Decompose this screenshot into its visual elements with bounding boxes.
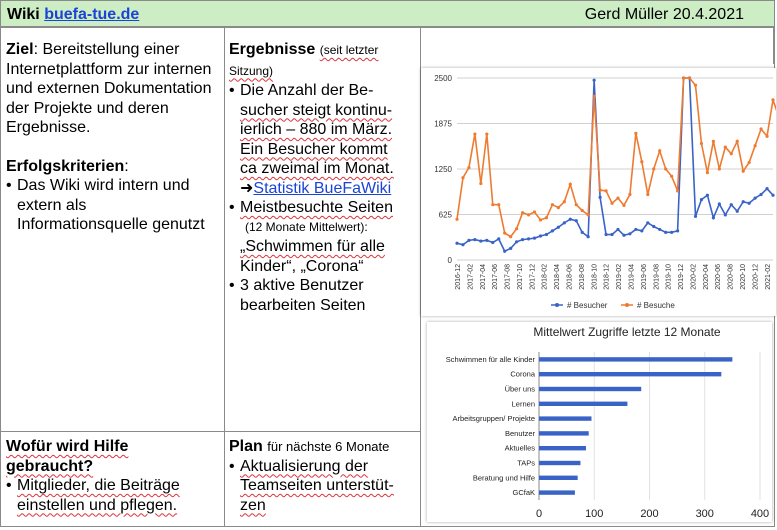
data-point <box>503 250 506 253</box>
category-label: Lernen <box>511 399 535 409</box>
bar <box>539 446 586 450</box>
y-tick-label: 1875 <box>434 119 452 129</box>
data-point <box>765 135 768 138</box>
plan-item-line-1: • Aktualisierung der <box>240 457 369 475</box>
header-bar <box>0 0 775 27</box>
hilfe-item <box>6 476 220 515</box>
visitors-line-chart-svg <box>421 68 776 316</box>
stat-link-line <box>240 179 419 199</box>
pages-bar-chart-svg <box>427 322 772 522</box>
data-point <box>539 234 542 237</box>
data-point <box>610 202 613 205</box>
data-point <box>700 198 703 201</box>
x-tick-label: 400 <box>750 508 770 520</box>
arrow-icon: ➜ <box>240 179 254 197</box>
data-point <box>616 228 619 231</box>
plan-note: für nächste 6 Monate <box>267 439 390 454</box>
wiki-link[interactable]: buefa-tue.de <box>44 6 140 23</box>
bar <box>539 416 591 420</box>
bar <box>539 431 589 435</box>
data-point <box>730 152 733 155</box>
data-point <box>759 193 762 196</box>
data-point <box>593 79 596 82</box>
data-point <box>771 98 774 101</box>
data-point <box>593 95 596 98</box>
data-point <box>509 235 512 238</box>
plan-label: Plan <box>229 438 263 455</box>
bar <box>539 476 578 480</box>
data-point <box>521 238 524 241</box>
data-point <box>628 193 631 196</box>
data-point <box>754 197 757 200</box>
data-point <box>712 216 715 219</box>
category-label: Schwimmen für alle Kinder <box>445 354 535 364</box>
x-tick-label: 2017-12 <box>529 264 537 290</box>
erfolg-label: Erfolgskriterien <box>6 157 125 175</box>
x-tick-label: 2020-10 <box>740 264 748 290</box>
ergebnisse-item-pages <box>229 198 419 276</box>
data-point <box>569 218 572 221</box>
category-label: Aktuelles <box>504 443 535 453</box>
x-tick-label: 2020-08 <box>727 264 735 290</box>
data-point <box>765 187 768 190</box>
data-point <box>730 203 733 206</box>
data-point <box>598 189 601 192</box>
data-point <box>521 211 524 214</box>
data-point <box>640 229 643 232</box>
data-point <box>491 241 494 244</box>
ergebnisse-label: Ergebnisse <box>229 41 316 58</box>
x-tick-label: 2017-08 <box>504 264 512 290</box>
hilfe-title-line-1: Wofür wird Hilfe <box>6 438 129 455</box>
category-label: TAPs <box>517 458 535 468</box>
data-point <box>491 203 494 206</box>
author-date: Gerd Müller 20.4.2021 <box>584 6 744 23</box>
data-point <box>724 213 727 216</box>
data-point <box>455 242 458 245</box>
data-point <box>622 204 625 207</box>
data-point <box>694 84 697 87</box>
ziel-label: Ziel <box>6 41 34 58</box>
data-point <box>628 232 631 235</box>
x-tick-label: 300 <box>695 508 714 520</box>
visitors-line-chart <box>421 68 776 316</box>
data-point <box>771 194 774 197</box>
category-label: Über uns <box>504 384 535 394</box>
data-point <box>634 132 637 135</box>
hilfe-item-line-2: einstellen und pflegen. <box>17 496 178 514</box>
data-point <box>467 166 470 169</box>
hilfe-title-line-2: gebraucht? <box>6 457 94 475</box>
data-point <box>640 160 643 163</box>
x-tick-label: 2016-12 <box>455 264 462 290</box>
ergebnisse-note: (seit letzter Sitzung) <box>229 43 379 78</box>
legend-marker <box>555 303 559 307</box>
data-point <box>616 197 619 200</box>
data-point <box>497 203 500 206</box>
data-point <box>575 219 578 222</box>
data-point <box>527 213 530 216</box>
x-tick-label: 200 <box>640 508 659 520</box>
divider-left <box>224 28 225 526</box>
data-point <box>497 237 500 240</box>
data-point <box>748 161 751 164</box>
erfolg-item: • Das Wiki wird intern und extern als Informationsquelle genutzt <box>6 176 220 235</box>
x-tick-label: 2019-10 <box>665 264 673 290</box>
x-tick-label: 0 <box>535 508 543 520</box>
ergebnisse-item-visitors <box>229 81 419 198</box>
x-tick-label: 2018-08 <box>578 264 586 290</box>
data-point <box>700 142 703 145</box>
plan-item-line-3: zen <box>240 496 266 514</box>
x-tick-label: 2020-12 <box>752 264 760 290</box>
data-point <box>581 209 584 212</box>
ziel-body: : Bereitstellung einer Internetplattform zur internen und externen Dokumentation der Projekte und deren Ergebnisse. <box>6 41 212 136</box>
x-tick-label: 2017-06 <box>492 264 500 290</box>
data-point <box>748 202 751 205</box>
data-point <box>712 140 715 143</box>
hilfe-title <box>6 437 220 476</box>
data-point <box>718 167 721 170</box>
data-point <box>467 239 470 242</box>
series-line-besuche <box>457 78 776 237</box>
pages-title: • Meistbesuchte Seiten <box>240 199 393 216</box>
data-point <box>503 231 506 234</box>
ergebnisse-cell <box>229 40 419 315</box>
data-point <box>742 200 745 203</box>
data-point <box>664 167 667 170</box>
y-tick-label: 625 <box>438 210 452 220</box>
data-point <box>634 228 637 231</box>
data-point <box>676 189 679 192</box>
x-tick-label: 2018-12 <box>603 264 611 290</box>
data-point <box>575 203 578 206</box>
data-point <box>694 215 697 218</box>
data-point <box>706 194 709 197</box>
pages-line-1: „Schwimmen für alle <box>240 238 385 255</box>
data-point <box>581 231 584 234</box>
series-line-besucher <box>457 78 773 251</box>
ergebnisse-item-users <box>229 276 419 315</box>
x-tick-label: 2020-04 <box>702 264 710 290</box>
bar <box>539 402 627 406</box>
divider-horizontal <box>1 431 421 432</box>
y-tick-label: 2500 <box>434 74 452 83</box>
hilfe-item-line-1: • Mitglieder, die Beiträge <box>17 477 180 494</box>
data-point <box>563 200 566 203</box>
data-point <box>670 175 673 178</box>
data-point <box>670 231 673 234</box>
ziel-cell <box>6 40 220 235</box>
erfolg-colon: : <box>124 157 129 175</box>
data-point <box>479 239 482 242</box>
data-point <box>759 127 762 130</box>
data-point <box>676 229 679 232</box>
data-point <box>473 132 476 135</box>
data-point <box>742 170 745 173</box>
data-point <box>658 228 661 231</box>
legend-label: # Besucher <box>567 301 608 310</box>
wiki-title <box>7 6 139 24</box>
data-point <box>754 144 757 147</box>
data-point <box>724 146 727 149</box>
data-point <box>461 176 464 179</box>
data-point <box>610 233 613 236</box>
x-tick-label: 2019-08 <box>653 264 661 290</box>
x-tick-label: 2020-02 <box>690 264 698 290</box>
data-point <box>485 132 488 135</box>
pages-line-2: Kinder“, „Corona“ <box>240 257 364 275</box>
data-point <box>485 239 488 242</box>
data-point <box>473 238 476 241</box>
data-point <box>587 235 590 238</box>
plan-item-line-2: Teamseiten unterstüt- <box>240 477 394 494</box>
visitors-line-1: • Die Anzahl der Be- <box>240 82 374 99</box>
x-tick-label: 2017-10 <box>516 264 524 290</box>
visitors-line-5: ca zweimal im Monat. <box>240 160 394 177</box>
x-tick-label: 2017-02 <box>467 264 475 290</box>
data-point <box>718 202 721 205</box>
x-tick-label: 2019-06 <box>640 264 648 290</box>
data-point <box>646 193 649 196</box>
bar <box>539 461 580 465</box>
pages-note: (12 Monate Mittelwert): <box>245 219 368 234</box>
data-point <box>736 210 739 213</box>
data-point <box>688 76 691 79</box>
x-tick-label: 2019-02 <box>616 264 624 290</box>
plan-cell <box>229 437 419 515</box>
category-label: Benutzer <box>504 428 535 438</box>
visitors-line-2: sucher steigt kontinu- <box>240 101 393 119</box>
data-point <box>682 76 685 79</box>
data-point <box>664 231 667 234</box>
data-point <box>479 182 482 185</box>
legend-marker <box>625 303 629 307</box>
data-point <box>604 189 607 192</box>
x-tick-label: 2018-10 <box>591 264 599 290</box>
category-label: Corona <box>510 369 535 379</box>
data-point <box>569 183 572 186</box>
data-point <box>652 167 655 170</box>
data-point <box>646 221 649 224</box>
bar <box>539 387 641 391</box>
ergebnisse-heading <box>229 40 419 81</box>
data-point <box>706 171 709 174</box>
y-tick-label: 1250 <box>434 165 452 174</box>
x-tick-label: 2019-12 <box>678 264 686 290</box>
category-label: GCfaK <box>512 488 535 498</box>
x-tick-label: 100 <box>585 508 604 520</box>
stat-link[interactable]: Statistik BueFaWiki <box>253 179 392 197</box>
category-label: Beratung und Hilfe <box>472 473 535 483</box>
x-tick-label: 2017-04 <box>479 264 487 290</box>
data-point <box>533 237 536 240</box>
data-point <box>515 240 518 243</box>
x-tick-label: 2018-06 <box>566 264 574 290</box>
x-tick-label: 2021-02 <box>764 264 772 290</box>
x-tick-label: 2020-06 <box>715 264 723 290</box>
data-point <box>557 206 560 209</box>
data-point <box>604 233 607 236</box>
data-point <box>551 203 554 206</box>
data-point <box>509 247 512 250</box>
data-point <box>551 229 554 232</box>
users-line-1: • 3 aktive Benutzer <box>240 277 364 294</box>
wiki-prefix: Wiki <box>7 6 40 23</box>
data-point <box>515 227 518 230</box>
bar <box>539 357 732 361</box>
data-point <box>461 243 464 246</box>
plan-heading <box>229 437 419 457</box>
data-point <box>557 226 560 229</box>
x-tick-label: 2018-02 <box>541 264 549 290</box>
data-point <box>539 218 542 221</box>
data-point <box>455 218 458 221</box>
pages-bar-chart <box>427 322 772 522</box>
data-point <box>587 213 590 216</box>
visitors-line-4: Ein Besucher kommt <box>240 140 388 158</box>
bar-chart-title: Mittelwert Zugriffe letzte 12 Monate <box>533 325 721 339</box>
data-point <box>652 225 655 228</box>
users-line-2: bearbeiten Seiten <box>240 296 366 314</box>
plan-item <box>229 457 419 516</box>
data-point <box>545 216 548 219</box>
data-point <box>527 237 530 240</box>
divider-right <box>773 28 774 64</box>
legend-label: # Besuche <box>637 301 675 310</box>
bar <box>539 490 575 494</box>
data-point <box>533 210 536 213</box>
data-point <box>563 221 566 224</box>
data-point <box>736 140 739 143</box>
category-label: Arbeitsgruppen/ Projekte <box>452 414 535 424</box>
visitors-line-3: ierlich – 880 im März. <box>240 121 393 138</box>
data-point <box>545 233 548 236</box>
erfolg-heading <box>6 157 220 177</box>
bar <box>539 372 721 376</box>
y-tick-label: 0 <box>447 256 452 265</box>
data-point <box>598 196 601 199</box>
data-point <box>622 234 625 237</box>
x-tick-label: 2018-04 <box>554 264 562 290</box>
hilfe-cell <box>6 437 220 515</box>
x-tick-label: 2019-04 <box>628 264 636 290</box>
data-point <box>658 149 661 152</box>
ziel-text <box>6 40 220 138</box>
